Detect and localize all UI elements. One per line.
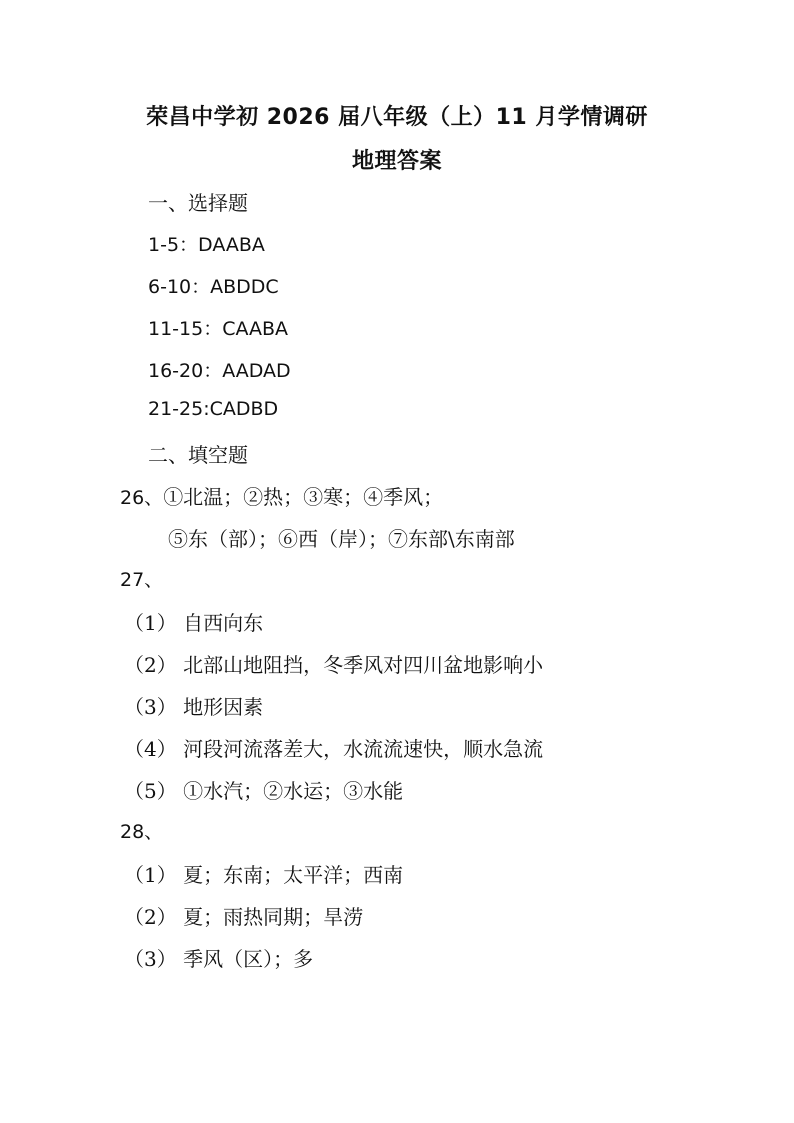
page-title: 荣昌中学初 2026 届八年级（上）11 月学情调研 bbox=[146, 105, 648, 130]
answer-row: 1-5：DAABA bbox=[148, 234, 265, 256]
answer-row: 6-10：ABDDC bbox=[148, 276, 279, 298]
question-number: 27、 bbox=[120, 569, 164, 591]
answer-row: 16-20：AADAD bbox=[148, 360, 291, 382]
answer-text: ⑤东（部）；⑥西（岸）；⑦东部\东南部 bbox=[168, 527, 515, 551]
list-item: （4） 河段河流落差大，水流流速快，顺水急流 bbox=[124, 737, 544, 761]
answer-row: 11-15：CAABA bbox=[148, 318, 289, 340]
list-item: （1） 夏；东南；太平洋；西南 bbox=[124, 863, 404, 887]
list-item: （5） ①水汽；②水运；③水能 bbox=[124, 779, 404, 803]
question-number: 26、 bbox=[120, 487, 164, 509]
page-subtitle: 地理答案 bbox=[351, 149, 442, 174]
list-item: （1） 自西向东 bbox=[124, 611, 264, 635]
section-heading-multiple-choice: 一、选择题 bbox=[148, 191, 248, 215]
question-26 bbox=[120, 481, 443, 510]
section-heading-fill-in: 二、填空题 bbox=[148, 443, 248, 467]
question-number: 28、 bbox=[120, 821, 164, 843]
list-item: （2） 北部山地阻挡，冬季风对四川盆地影响小 bbox=[124, 653, 544, 677]
answer-row: 21-25:CADBD bbox=[148, 398, 279, 420]
list-item: （3） 地形因素 bbox=[124, 695, 264, 719]
answer-text: ①北温；②热；③寒；④季风； bbox=[163, 485, 444, 509]
list-item: （3） 季风（区）；多 bbox=[124, 947, 314, 971]
list-item: （2） 夏；雨热同期；旱涝 bbox=[124, 905, 364, 929]
